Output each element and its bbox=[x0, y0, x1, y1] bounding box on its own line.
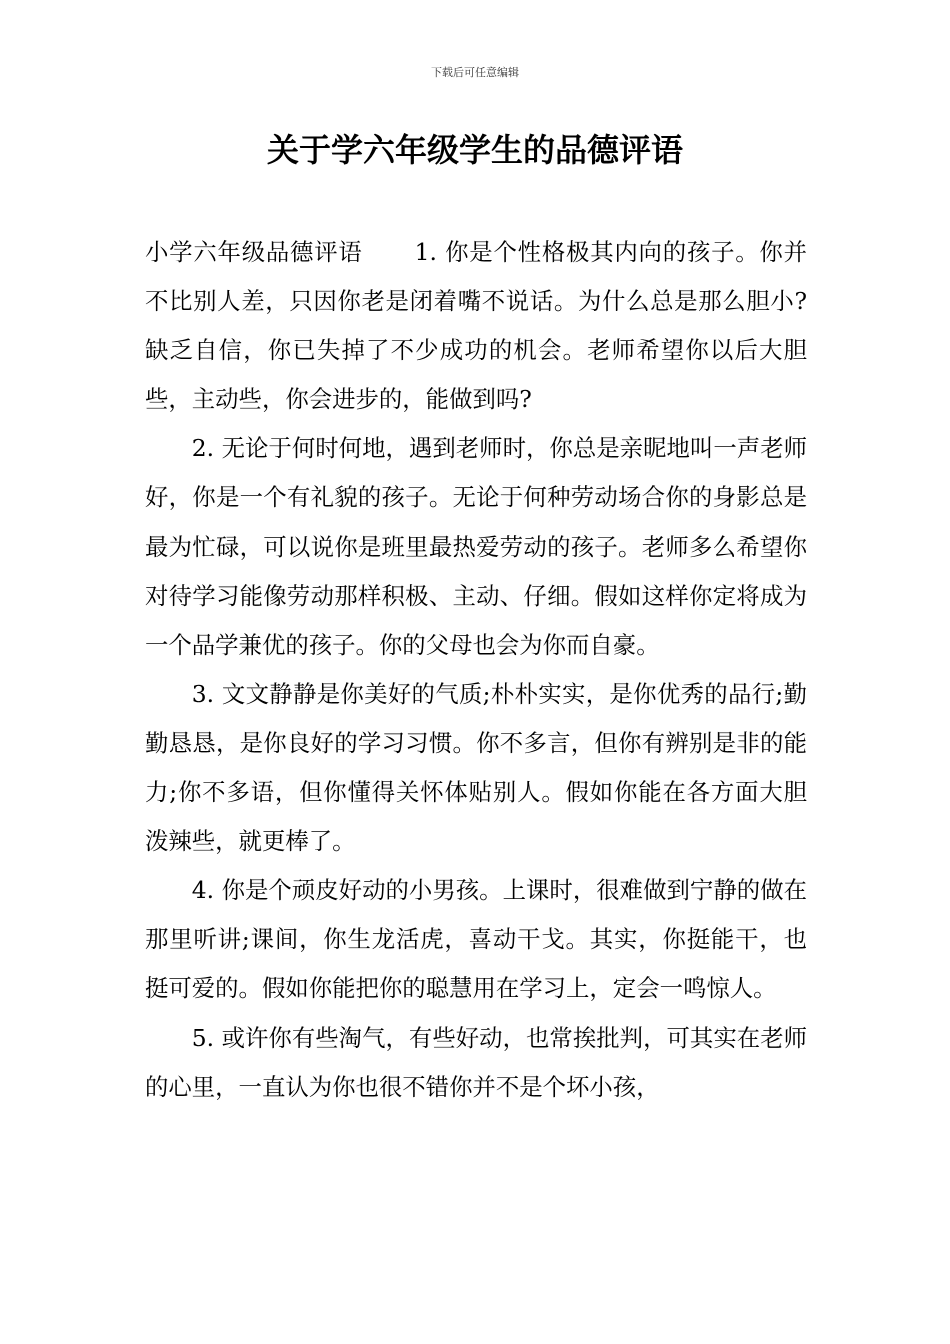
document-title: 关于学六年级学生的品德评语 bbox=[266, 131, 683, 169]
paragraph-4: 4. 你是个顽皮好动的小男孩。上课时，很难做到宁静的做在那里听讲;课间，你生龙活虎，喜动干戈。其实，你挺能干，也挺可爱的。假如你能把你的聪慧用在学习上，定会一鸣惊人。 bbox=[145, 876, 807, 1003]
intro-label: 小学六年级品德评语 bbox=[145, 238, 363, 266]
document-body bbox=[145, 228, 807, 1112]
paragraph-text: 1. 你是个性格极其内向的孩子。你并不比别人差，只因你老是闭着嘴不说话。为什么总是那么胆小?缺乏自信，你已失掉了不少成功的机会。老师希望你以后大胆些，主动些，你会进步的，能做到吗? bbox=[145, 238, 807, 414]
paragraph-1 bbox=[145, 228, 807, 424]
header-note: 下载后可任意编辑 bbox=[431, 66, 519, 79]
paragraph-2: 2. 无论于何时何地，遇到老师时，你总是亲昵地叫一声老师好，你是一个有礼貌的孩子。无论于何种劳动场合你的身影总是最为忙碌，可以说你是班里最热爱劳动的孩子。老师多么希望你对待学习能像劳动那样积极、主动、仔细。假如这样你定将成为一个品学兼优的孩子。你的父母也会为你而自豪。 bbox=[145, 434, 807, 659]
paragraph-3: 3. 文文静静是你美好的气质;朴朴实实，是你优秀的品行;勤勤恳恳，是你良好的学习习惯。你不多言，但你有辨别是非的能力;你不多语，但你懂得关怀体贴别人。假如你能在各方面大胆泼辣些，就更棒了。 bbox=[145, 679, 807, 856]
paragraph-5: 5. 或许你有些淘气，有些好动，也常挨批判，可其实在老师的心里，一直认为你也很不错你并不是个坏小孩， bbox=[145, 1023, 807, 1101]
